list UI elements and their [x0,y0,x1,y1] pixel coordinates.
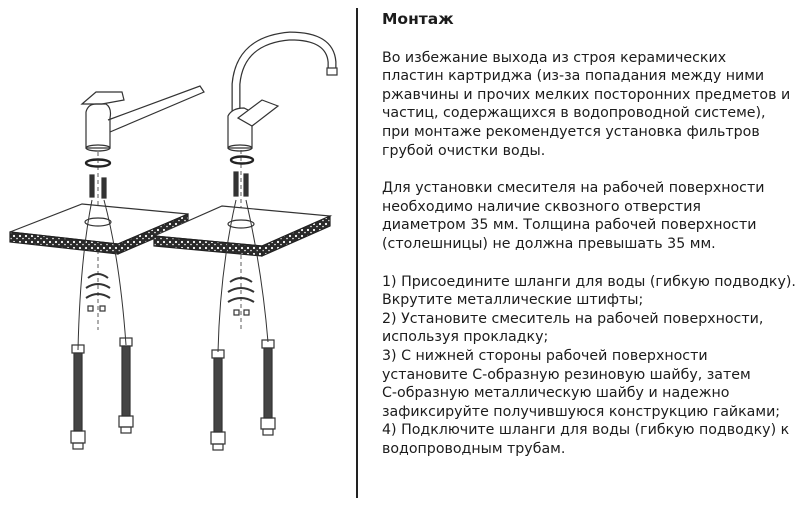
right-faucet-assembly [154,36,337,450]
step-line: 3) С нижней стороны рабочей поверхности [382,347,708,364]
installation-steps [382,273,794,459]
column-divider [356,8,358,498]
paragraph-line: пластин картриджа (из-за попадания между ними [382,68,765,85]
right-hose-a-icon [211,350,225,450]
paragraph-line: при монтаже рекомендуется установка фильтров [382,123,760,140]
paragraph-line: грубой очистки воды. [382,142,546,159]
step-line: водопроводным трубам. [382,440,566,457]
paragraph-line: диаметром 35 мм. Толщина рабочей поверхности [382,217,757,234]
paragraph-line: Для установки смесителя на рабочей поверхности [382,180,765,197]
left-faucet-assembly [10,86,204,449]
left-hose-a-icon [71,345,85,449]
step-line: Вкрутите металлические штифты; [382,292,644,309]
step-line: используя прокладку; [382,329,549,346]
paragraph-line: (столешницы) не должна превышать 35 мм. [382,235,716,252]
step-line: зафиксируйте получившуюся конструкцию гайками; [382,403,781,420]
filter-recommendation-paragraph [382,49,794,161]
left-washer-icon [88,274,108,278]
section-heading: Монтаж [382,10,454,28]
right-hose-b-icon [261,340,275,435]
step-line: 4) Подключите шланги для воды (гибкую подводку) к [382,422,790,439]
paragraph-line: необходимо наличие сквозного отверстия [382,198,701,215]
right-gasket-icon [231,157,253,164]
installation-illustration [0,0,352,506]
left-faucet-icon [86,104,111,148]
step-line: С-образную металлическую шайбу и надежно [382,385,730,402]
paragraph-line: ржавчины и прочих мелких посторонних предметов и [382,86,791,103]
paragraph-line: Во избежание выхода из строя керамических [382,49,727,66]
step-line: 2) Установите смеситель на рабочей поверхности, [382,310,764,327]
step-line: установите С-образную резиновую шайбу, затем [382,366,751,383]
hole-requirements-paragraph [382,179,794,253]
paragraph-line: частиц, содержащихся в водопроводной системе), [382,105,766,122]
step-line: 1) Присоедините шланги для воды (гибкую подводку). [382,273,796,290]
instructions-column [382,10,794,458]
left-hose-b-icon [119,338,133,433]
